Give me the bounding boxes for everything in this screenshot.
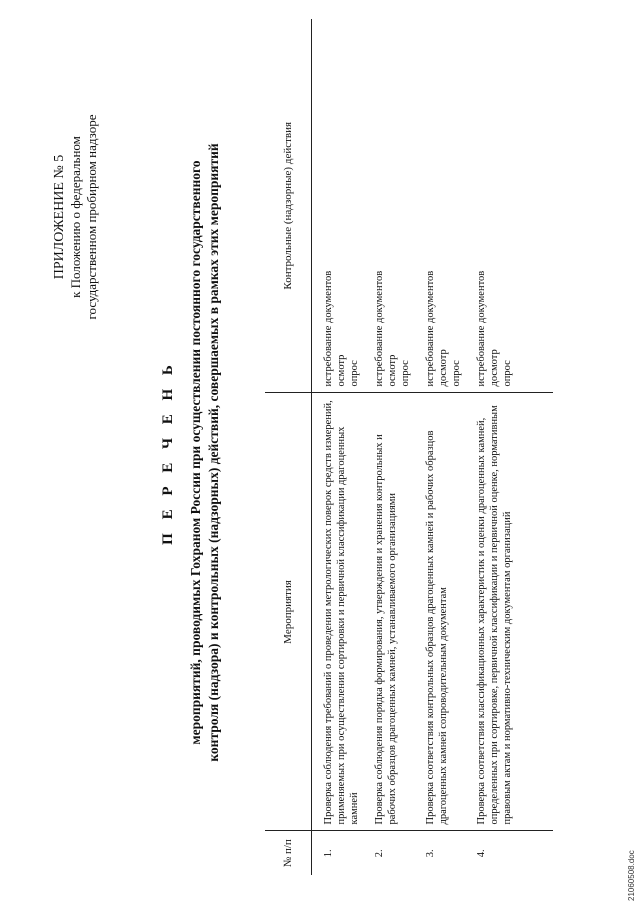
action-item: опрос: [502, 360, 513, 387]
action-item: истребование документов: [323, 270, 334, 387]
appendix-title: ПРИЛОЖЕНИЕ № 5: [52, 154, 67, 280]
header-num: № п/п: [265, 831, 312, 875]
row-measure: Проверка соблюдения требований о проведении метрологических поверок средств измерений, применяемых при осуществлении сортировки и первичной классификации драгоценных камней: [312, 393, 367, 831]
table-row: [417, 19, 468, 875]
action-item: осмотр: [336, 354, 347, 387]
action-item: истребование документов: [476, 270, 487, 387]
row-number: 3.: [417, 831, 468, 875]
table-row: [312, 19, 367, 875]
action-item: истребование документов: [374, 270, 385, 387]
row-measure: Проверка соблюдения порядка формирования, утверждения и хранения контрольных и рабочих образцов драгоценных камней, устанавливаемого организациями: [366, 393, 417, 831]
action-item: опрос: [400, 360, 411, 387]
action-item: досмотр: [438, 349, 449, 387]
row-measure: Проверка соответствия классификационных характеристик и оценки драгоценных камней, определенных при сортировке, первичной классификации и первичной оценке, нормативным правовым актам и нормативно-техническим документам организаций: [468, 393, 539, 831]
action-item: осмотр: [387, 354, 398, 387]
measures-table: [265, 19, 553, 875]
row-measure: Проверка соответствия контрольных образцов драгоценных камней и рабочих образцов драгоценных камней сопроводительным документам: [417, 393, 468, 831]
row-number: 4.: [468, 831, 539, 875]
row-actions: [417, 19, 468, 393]
table-row: [468, 19, 539, 875]
table-row: [366, 19, 417, 875]
file-name-footer: 21060508.doc: [627, 850, 636, 901]
header-measures: Мероприятия: [265, 393, 312, 831]
action-item: досмотр: [489, 349, 500, 387]
table-header-row: [265, 19, 312, 875]
row-actions: [312, 19, 367, 393]
action-item: истребование документов: [425, 270, 436, 387]
table-filler-row: [539, 19, 553, 875]
appendix-line: государственном пробирном надзоре: [84, 114, 99, 320]
row-actions: [366, 19, 417, 393]
document-title: П Е Р Е Ч Е Н Ь: [160, 360, 176, 545]
document-subtitle: [187, 20, 223, 885]
appendix-line: к Положению о федеральном: [68, 136, 83, 298]
subtitle-line: мероприятий, проводимых Гохраном России при осуществлении постоянного государственного: [188, 160, 203, 745]
row-actions: [468, 19, 539, 393]
row-number: 2.: [366, 831, 417, 875]
appendix-note: [52, 27, 100, 407]
row-number: 1.: [312, 831, 367, 875]
subtitle-line: контроля (надзора) и контрольных (надзорных) действий, совершаемых в рамках этих мероприятий: [206, 143, 221, 762]
header-actions: Контрольные (надзорные) действия: [265, 19, 312, 393]
action-item: опрос: [451, 360, 462, 387]
action-item: опрос: [349, 360, 360, 387]
